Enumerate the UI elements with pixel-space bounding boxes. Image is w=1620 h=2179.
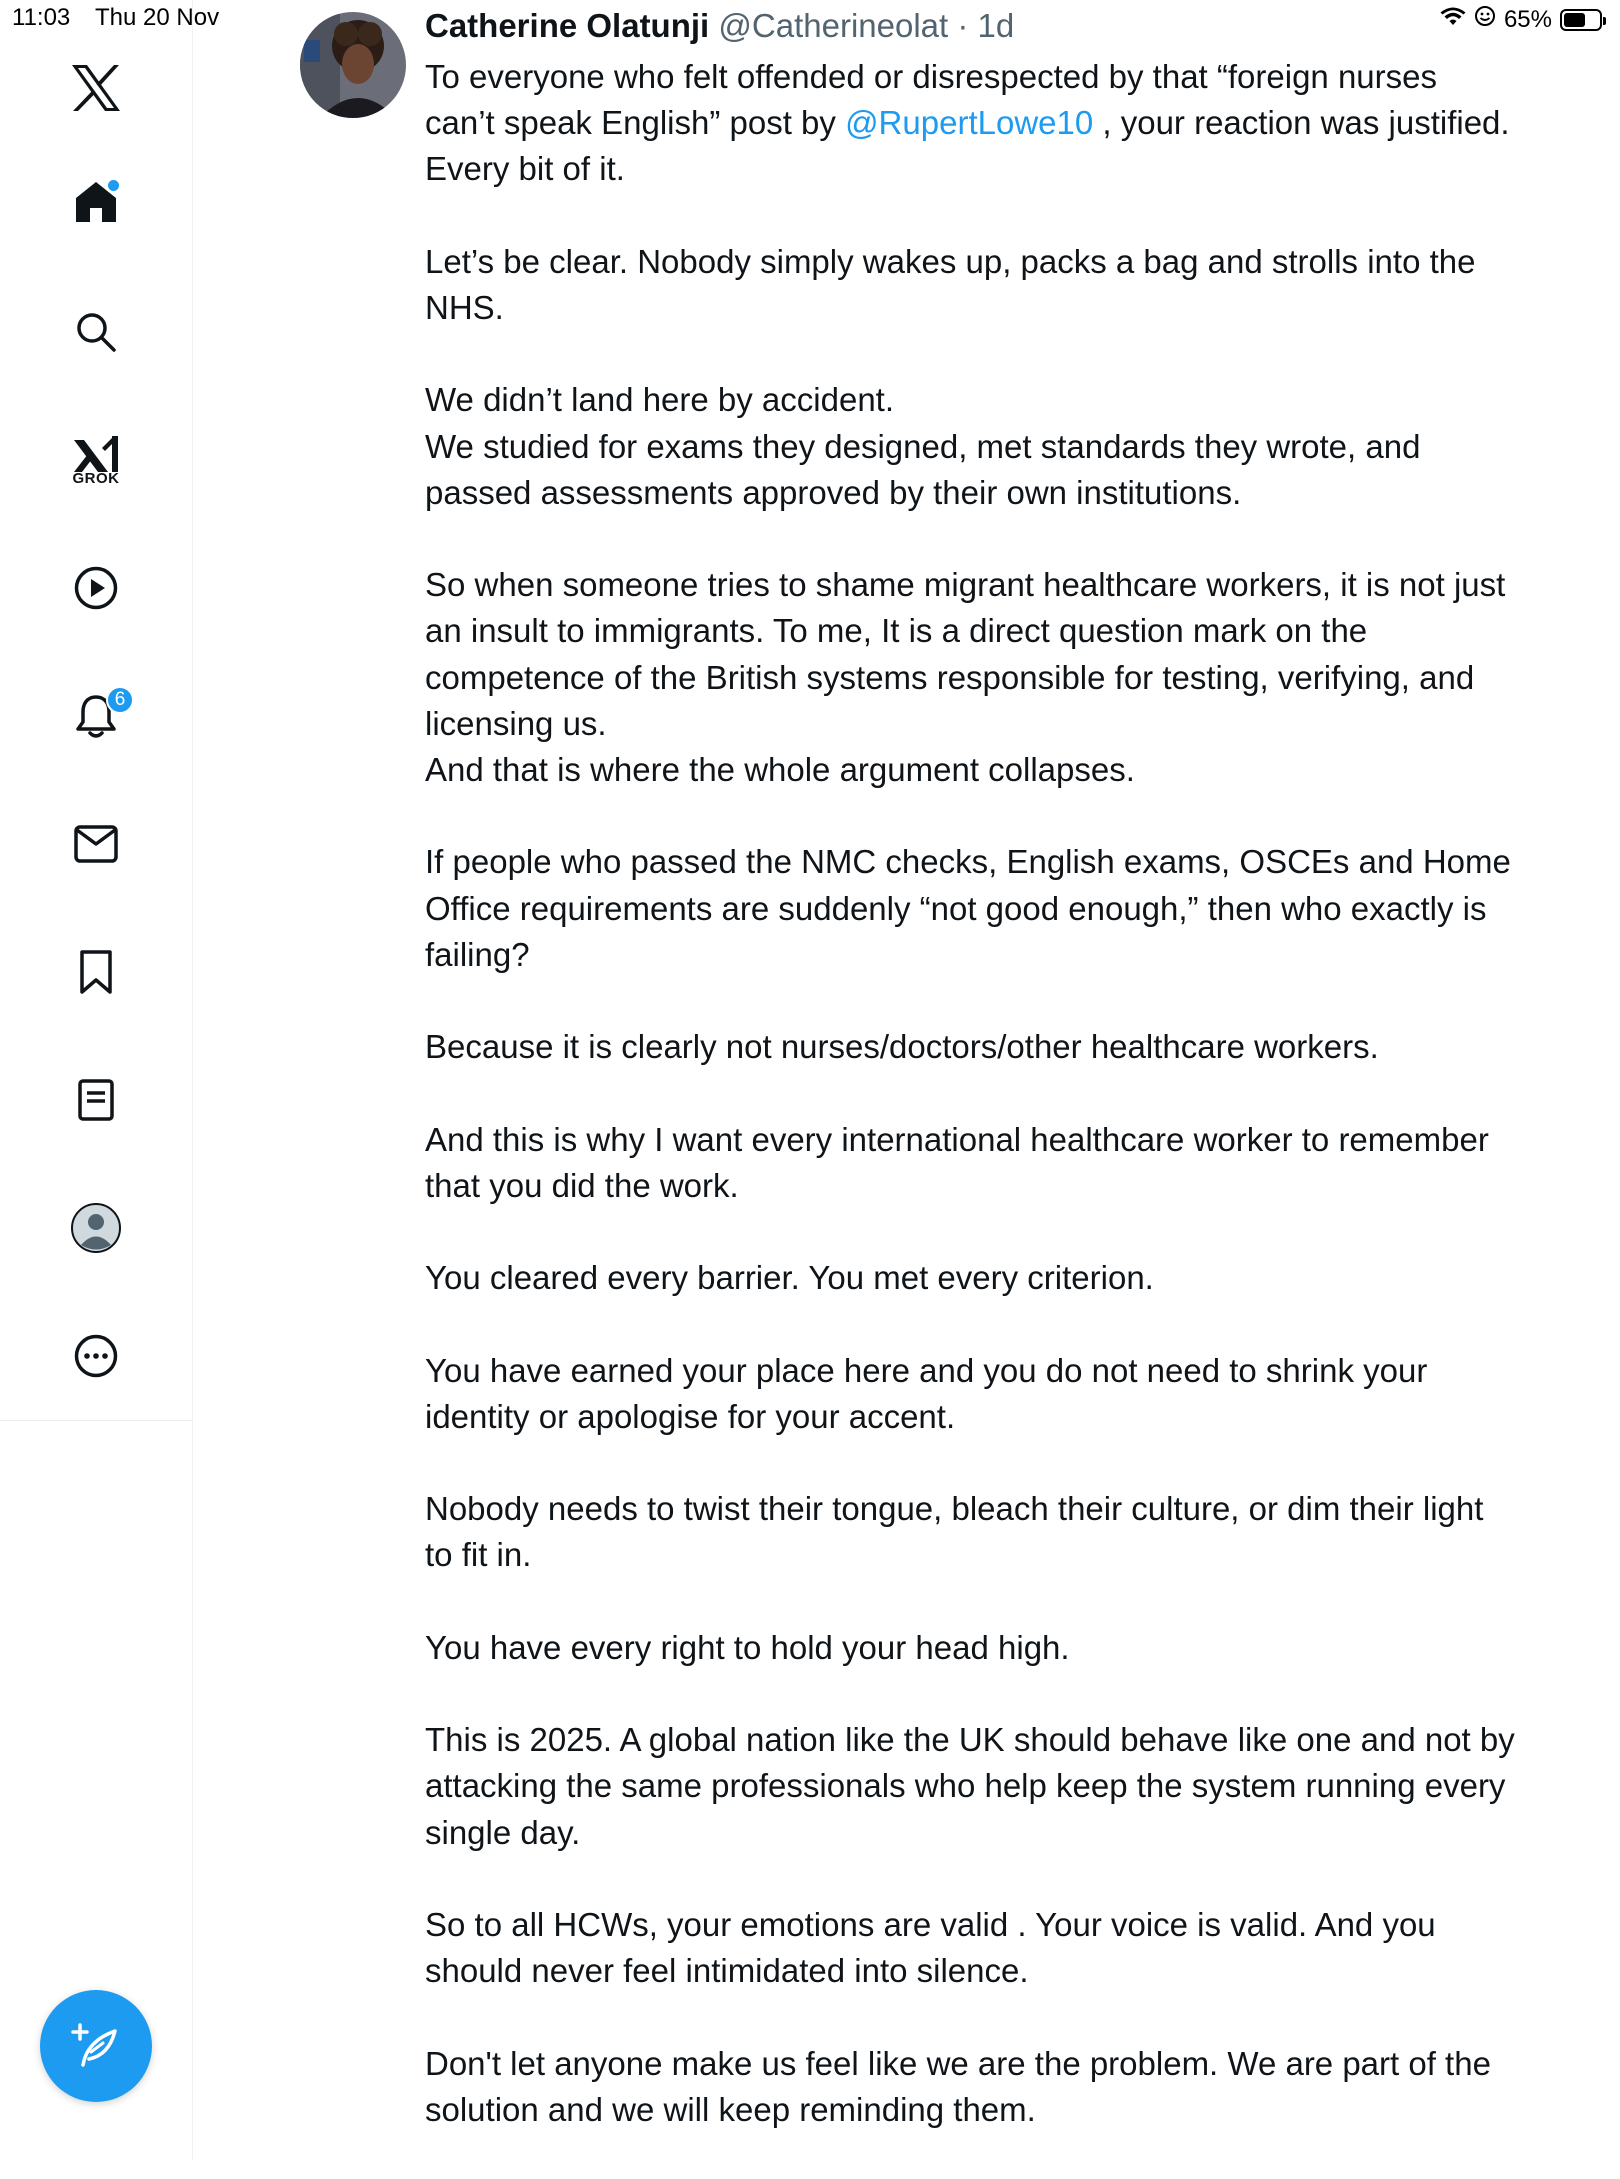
compose-post-button[interactable] xyxy=(40,1990,152,2102)
compose-icon xyxy=(69,2019,123,2073)
battery-icon xyxy=(1560,9,1602,31)
more-icon xyxy=(73,1333,119,1379)
sidebar-nav xyxy=(0,0,193,2160)
wifi-icon xyxy=(1440,6,1466,34)
post-time[interactable]: 1d xyxy=(977,7,1015,44)
sidebar-item-grok[interactable] xyxy=(56,420,136,500)
sidebar-item-bookmarks[interactable] xyxy=(56,932,136,1012)
battery-level xyxy=(1564,13,1585,27)
mention-link[interactable]: @RupertLowe10 xyxy=(845,104,1094,142)
post-paragraph: Let’s be clear. Nobody simply wakes up, packs a bag and strolls into the NHS. xyxy=(425,242,1476,326)
post-paragraph: You cleared every barrier. You met every criterion. xyxy=(425,1259,1154,1297)
notification-count-badge: 6 xyxy=(106,686,134,714)
intro-text-after: , your reaction was justified. Every bit of it. xyxy=(425,104,1510,188)
post-paragraph: And this is why I want every international healthcare worker to remember that you did the work. xyxy=(425,1120,1489,1204)
post-paragraph: If people who passed the NMC checks, English exams, OSCEs and Home Office requirements are suddenly “not good enough,” then who exactly is failing? xyxy=(425,843,1511,973)
sidebar-item-more[interactable] xyxy=(56,1316,136,1396)
post-paragraph: Nobody needs to twist their tongue, bleach their culture, or dim their light to fit in. xyxy=(425,1490,1484,1574)
sidebar-item-search[interactable] xyxy=(56,292,136,372)
battery-percent: 65% xyxy=(1503,5,1552,33)
author-avatar[interactable] xyxy=(300,12,406,118)
post-paragraph: You have earned your place here and you do not need to shrink your identity or apologise for your accent. xyxy=(425,1351,1428,1435)
post-paragraph: You have every right to hold your head high. xyxy=(425,1628,1070,1666)
author-name[interactable]: Catherine Olatunji xyxy=(425,7,710,44)
home-notification-dot xyxy=(108,180,119,191)
post-paragraph xyxy=(425,54,1515,193)
sidebar-item-video[interactable] xyxy=(56,548,136,628)
status-time: 11:03 xyxy=(12,4,71,31)
meta-separator: · xyxy=(948,7,978,44)
grok-icon xyxy=(72,434,120,474)
article-icon xyxy=(76,1078,116,1122)
intro-text-before: To everyone who felt offended or disrespected by that “foreign nurses can’t speak English” post by xyxy=(425,58,1437,142)
play-icon xyxy=(73,565,119,611)
post-header xyxy=(425,6,1014,46)
mail-icon xyxy=(73,824,119,864)
post-text xyxy=(425,54,1515,2179)
avatar-icon xyxy=(70,1202,122,1254)
author-handle[interactable]: @Catherineolat xyxy=(718,7,949,44)
sidebar-item-x-logo[interactable] xyxy=(56,48,136,128)
post-paragraph: So to all HCWs, your emotions are valid . Your voice is valid. And you should never feel intimidated into silence. xyxy=(425,1905,1436,1990)
post-paragraph: So when someone tries to shame migrant healthcare workers, it is not just an insult to immigrants. To me, It is a direct question mark on the competence of the British systems responsible for testing, verifying, and licensing us. And that is where the whole argument collapses. xyxy=(425,566,1506,788)
x-logo-icon xyxy=(70,64,122,112)
sidebar-item-articles[interactable] xyxy=(56,1060,136,1140)
post-paragraph: This is 2025. A global nation like the UK should behave like one and not by attacking the same professionals who help keep the system running every single day. xyxy=(425,1721,1515,1851)
bookmark-icon xyxy=(76,949,116,995)
sidebar-item-profile[interactable] xyxy=(56,1188,136,1268)
sidebar-item-notifications[interactable] xyxy=(56,676,136,756)
post-paragraph: We didn’t land here by accident. We studied for exams they designed, met standards they wrote, and passed assessments approved by their own institutions. xyxy=(425,381,1421,511)
sidebar-item-home[interactable] xyxy=(56,162,136,242)
sidebar-item-messages[interactable] xyxy=(56,804,136,884)
search-icon xyxy=(74,310,118,354)
sidebar-divider xyxy=(0,1420,192,1421)
post-paragraph: Don't let anyone make us feel like we are the problem. We are part of the solution and we will keep reminding them. xyxy=(425,2044,1491,2128)
focus-icon xyxy=(1474,5,1496,34)
post-paragraph: Because it is clearly not nurses/doctors/other healthcare workers. xyxy=(425,1028,1379,1066)
status-date: Thu 20 Nov xyxy=(95,4,220,31)
status-indicators xyxy=(1440,5,1602,34)
grok-label: GROK xyxy=(72,469,120,487)
